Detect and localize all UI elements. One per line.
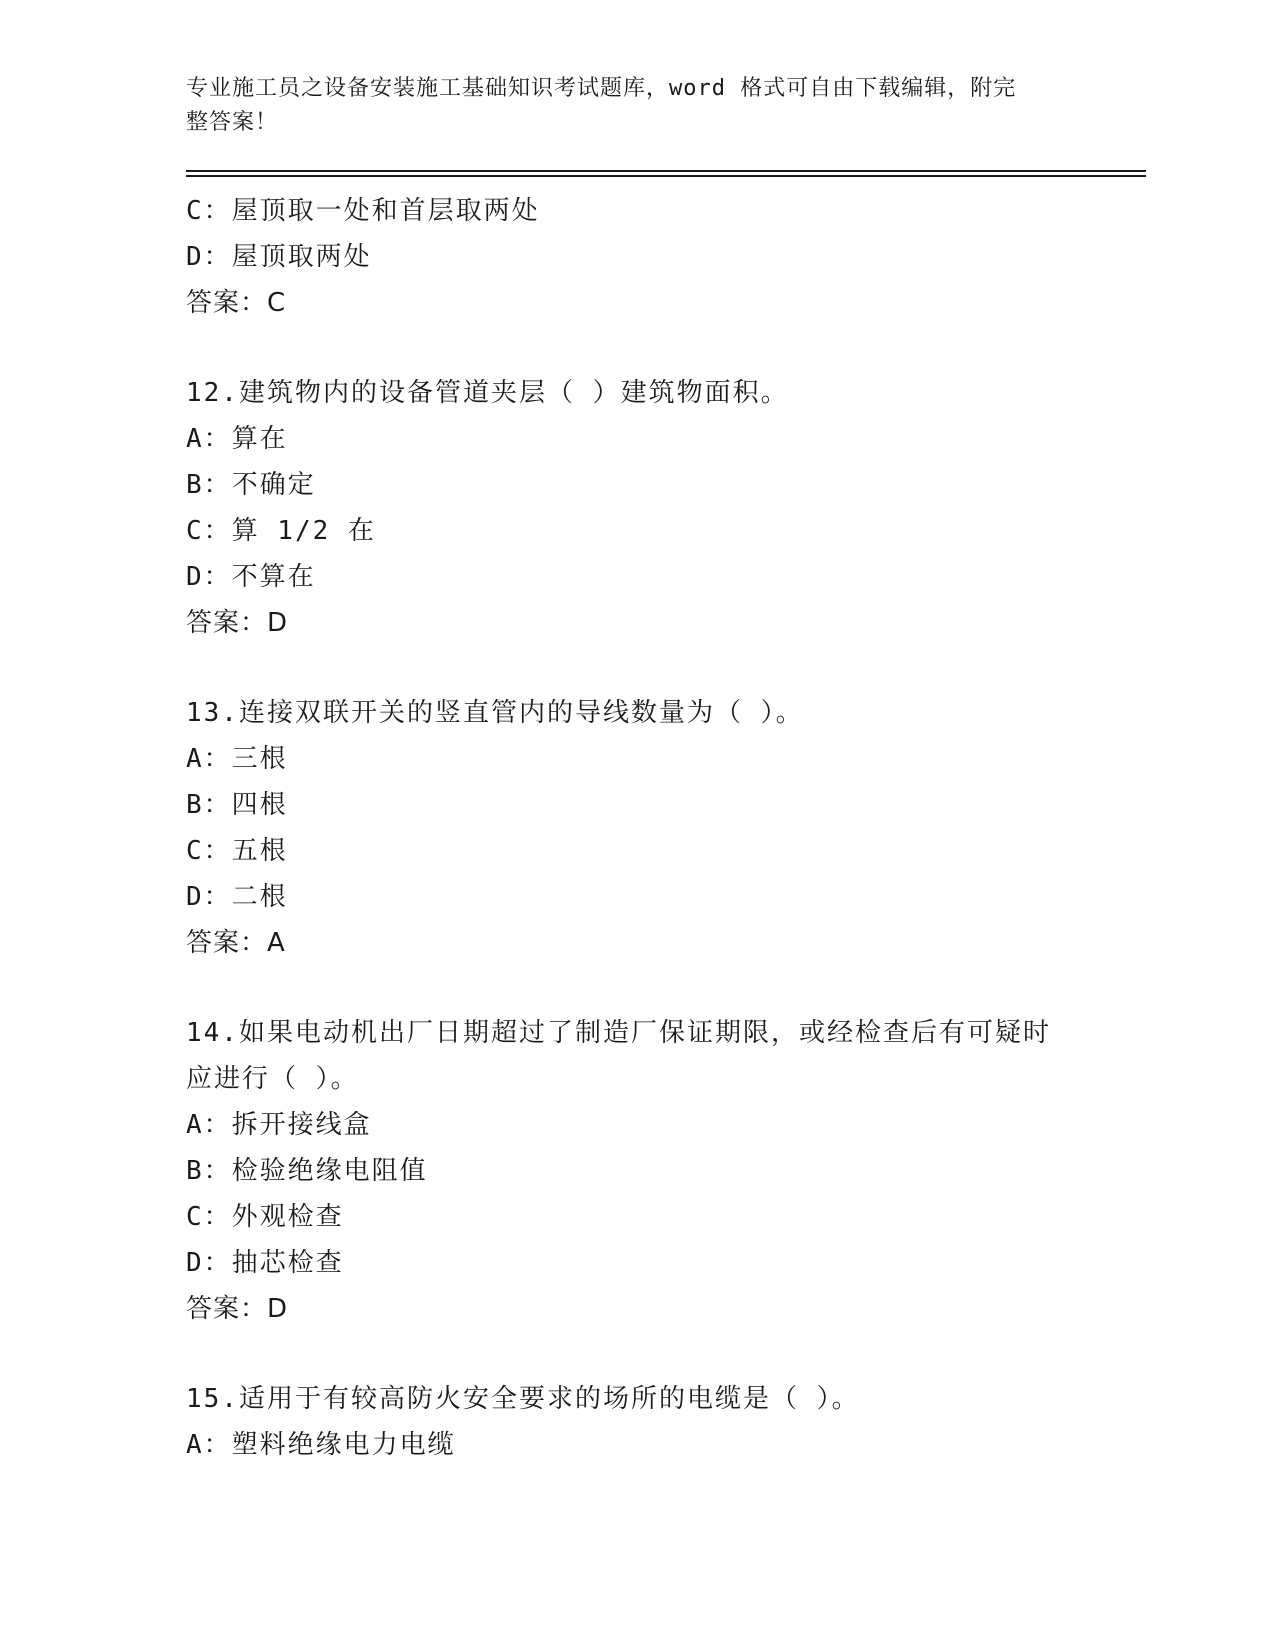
header-line-2: 整答案！ [186,110,279,135]
option-c [186,188,1086,234]
answer-line: 答案：D [186,608,289,638]
answer-line: 答案：C [186,288,287,318]
document-header [186,72,1066,140]
header-rule-top [186,170,1146,172]
question-list [186,188,1086,1468]
answer-line: 答案：A [186,928,286,958]
option-letter: C： [186,196,232,226]
option-text: 抽芯检查 [231,1248,344,1278]
header-rule-bottom [186,175,1146,177]
option-a [186,416,1086,462]
option-letter: C： [186,1202,232,1232]
option-text: 塑料绝缘电力电缆 [231,1430,456,1460]
header-line-1: 专业施工员之设备安装施工基础知识考试题库，word 格式可自由下载编辑，附完 [186,76,1017,101]
question-stem: 15.适用于有较高防火安全要求的场所的电缆是（ ）。 [186,1384,860,1414]
option-d [186,1240,1086,1286]
question-stem-line-2: 应进行（ ）。 [186,1064,359,1094]
option-b [186,462,1086,508]
option-letter: B： [186,790,232,820]
option-d [186,554,1086,600]
question-stem: 13.连接双联开关的竖直管内的导线数量为（ ）。 [186,698,804,728]
option-text: 不确定 [231,470,316,500]
question-stem: 12.建筑物内的设备管道夹层（ ）建筑物面积。 [186,378,789,408]
option-letter: B： [186,1156,232,1186]
option-c [186,1194,1086,1240]
option-c [186,828,1086,874]
option-letter: D： [186,242,232,272]
option-text: 算 1/2 在 [231,516,376,546]
option-letter: A： [186,1430,232,1460]
option-letter: D： [186,562,232,592]
answer-line: 答案：D [186,1294,289,1324]
option-text: 算在 [231,424,288,454]
option-text: 屋顶取两处 [231,242,372,272]
option-text: 屋顶取一处和首层取两处 [231,196,540,226]
option-d [186,234,1086,280]
option-text: 不算在 [231,562,316,592]
option-b [186,782,1086,828]
option-letter: B： [186,470,232,500]
option-letter: A： [186,424,232,454]
option-c [186,508,1086,554]
option-letter: A： [186,1110,232,1140]
option-letter: A： [186,744,232,774]
option-letter: D： [186,882,232,912]
option-a [186,1422,1086,1468]
option-text: 三根 [231,744,288,774]
option-text: 检验绝缘电阻值 [231,1156,428,1186]
option-text: 外观检查 [231,1202,344,1232]
option-letter: C： [186,836,232,866]
question-stem-line-1: 14.如果电动机出厂日期超过了制造厂保证期限，或经检查后有可疑时 [186,1018,1051,1048]
option-d [186,874,1086,920]
option-text: 五根 [231,836,288,866]
option-a [186,1102,1086,1148]
option-a [186,736,1086,782]
option-letter: C： [186,516,232,546]
option-text: 二根 [231,882,288,912]
option-b [186,1148,1086,1194]
option-text: 四根 [231,790,288,820]
option-text: 拆开接线盒 [231,1110,372,1140]
option-letter: D： [186,1248,232,1278]
